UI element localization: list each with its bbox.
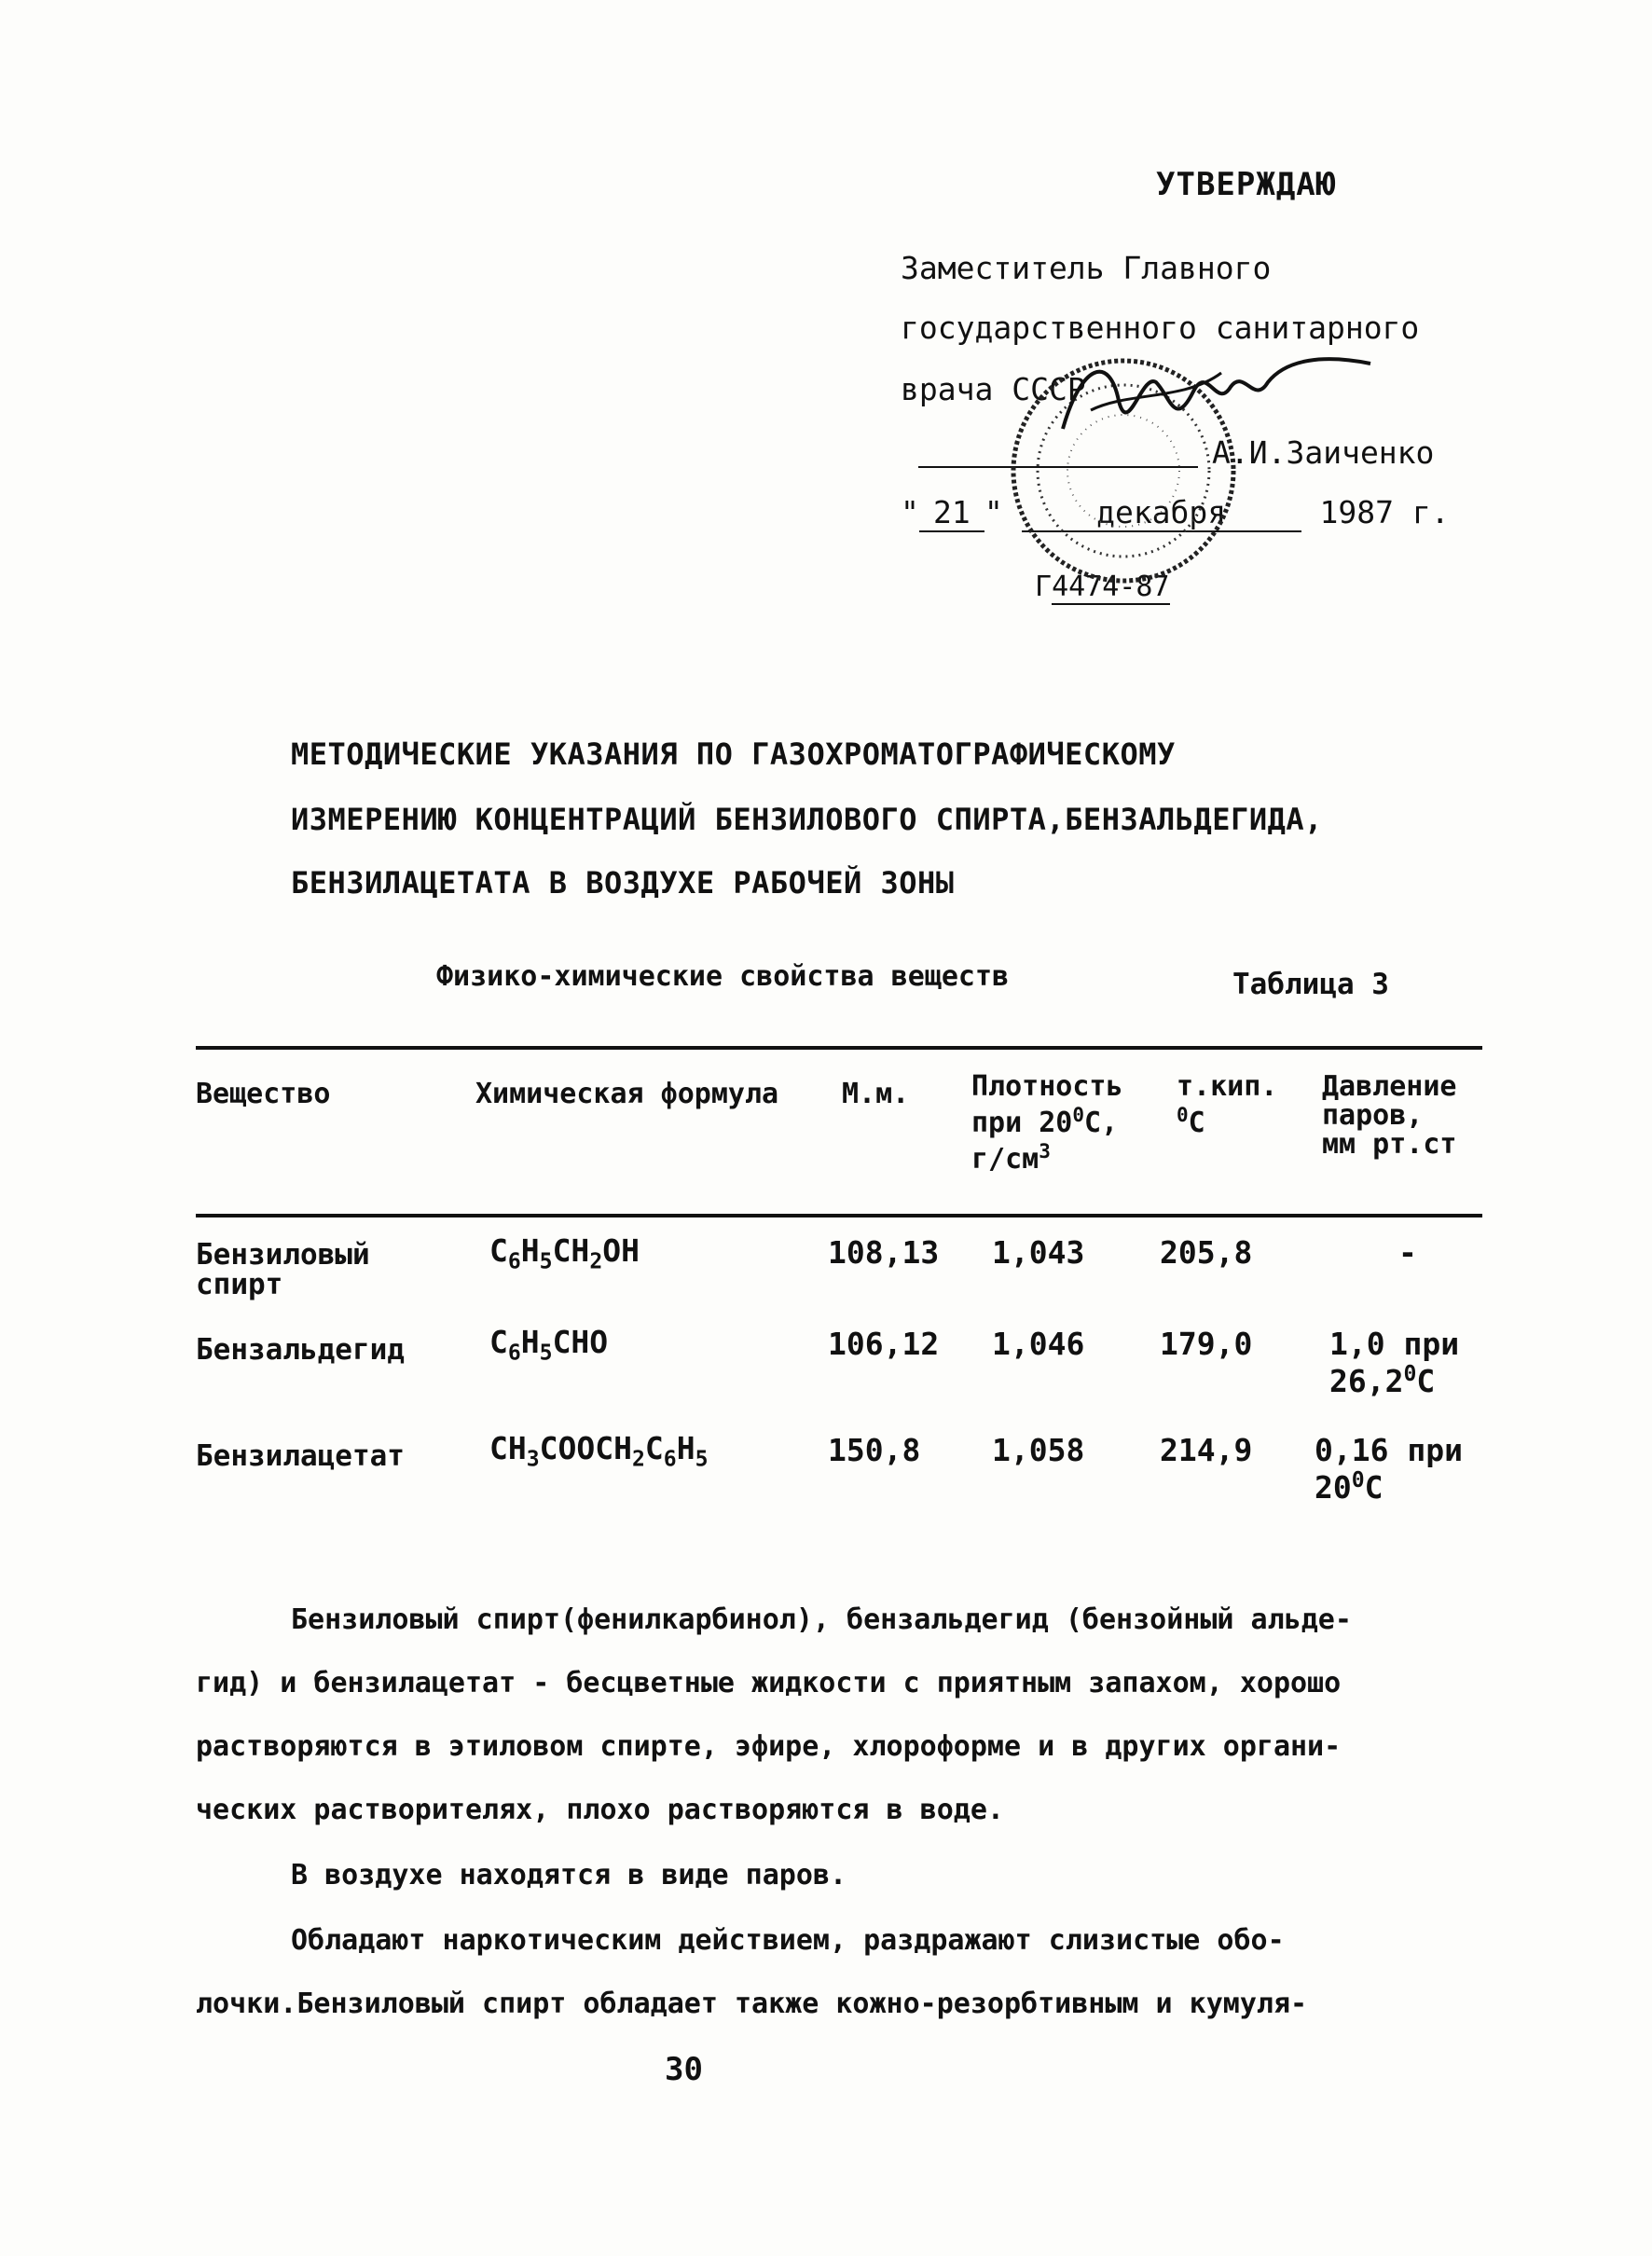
approval-heading: УТВЕРЖДАЮ <box>1156 166 1337 203</box>
header-substance: Вещество <box>196 1078 331 1110</box>
paragraph-1-line-3: растворяются в этиловом спирте, эфире, хлороформе и в других органи- <box>196 1730 1342 1763</box>
document-title-line-1: МЕТОДИЧЕСКИЕ УКАЗАНИЯ ПО ГАЗОХРОМАТОГРАФИЧЕСКОМУ <box>291 736 1176 772</box>
header-boiling-point: т.кип. $^0$С <box>1177 1070 1278 1139</box>
row-substance: Бензальдегид <box>196 1333 405 1367</box>
date-month: декабря <box>1022 494 1301 532</box>
approver-position-line-1: Заместитель Главного <box>901 250 1272 286</box>
paragraph-1-line-4: ческих растворителях, плохо растворяются в воде. <box>196 1794 1004 1826</box>
row-formula: $C_6H_5CH_2OH$ <box>489 1232 640 1274</box>
header-formula: Химическая формула <box>475 1078 779 1110</box>
table-caption: Физико-химические свойства веществ <box>436 960 1010 993</box>
paragraph-3-line-2: лочки.Бензиловый спирт обладает также кожно-резорбтивным и кумуля- <box>196 1988 1308 2020</box>
document-title-line-2: ИЗМЕРЕНИЮ КОНЦЕНТРАЦИЙ БЕНЗИЛОВОГО СПИРТА,БЕНЗАЛЬДЕГИДА, <box>291 802 1323 837</box>
row-density: 1,046 <box>992 1326 1085 1362</box>
row-boiling-point: 205,8 <box>1160 1234 1253 1271</box>
header-density: Плотность при $20^0С$, $г/см^3$ <box>971 1070 1123 1176</box>
row-formula: $CH_3COOCH_2C_6H_5$ <box>489 1430 709 1472</box>
table-top-rule <box>196 1046 1482 1050</box>
row-boiling-point: 179,0 <box>1160 1326 1253 1362</box>
document-title-line-3: БЕНЗИЛАЦЕТАТА В ВОЗДУХЕ РАБОЧЕЙ ЗОНЫ <box>291 865 955 901</box>
row-formula: $C_6H_5CHO$ <box>489 1324 609 1366</box>
row-density: 1,058 <box>992 1432 1085 1468</box>
row-molecular-mass: 150,8 <box>828 1432 921 1468</box>
row-vapor-pressure: 0,16 при $20^0С$ <box>1315 1432 1463 1506</box>
page-number: 30 <box>665 2051 703 2088</box>
paragraph-1-line-1: Бензиловый спирт(фенилкарбинол), бензальдегид (бензойный альде- <box>291 1603 1352 1636</box>
row-vapor-pressure: - <box>1398 1234 1417 1271</box>
row-molecular-mass: 108,13 <box>828 1234 940 1271</box>
approver-position-line-2: государственного санитарного <box>901 310 1420 346</box>
table-number: Таблица 3 <box>1232 968 1389 1001</box>
approval-date: " 21 " декабря 1987 г. <box>901 494 1450 530</box>
row-substance: Бензиловый спирт <box>196 1238 370 1301</box>
handwritten-signature <box>1053 345 1380 457</box>
header-vapor-pressure: Давление паров, мм рт.ст <box>1322 1070 1457 1161</box>
paragraph-2: В воздухе находятся в виде паров. <box>291 1859 847 1891</box>
header-molecular-mass: М.м. <box>842 1078 910 1110</box>
approver-position-line-3: врача СССР <box>901 371 1086 407</box>
approver-name: А.И.Заиченко <box>1212 434 1435 471</box>
row-boiling-point: 214,9 <box>1160 1432 1253 1468</box>
table-header-rule <box>196 1214 1482 1217</box>
row-molecular-mass: 106,12 <box>828 1326 940 1362</box>
date-day: 21 <box>919 494 984 532</box>
row-density: 1,043 <box>992 1234 1085 1271</box>
paragraph-1-line-2: гид) и бензилацетат - бесцветные жидкости с приятным запахом, хорошо <box>196 1667 1342 1699</box>
document-number: Г4474-87 <box>1035 571 1170 603</box>
row-substance: Бензилацетат <box>196 1439 405 1473</box>
row-vapor-pressure: 1,0 при 26,2$^0$С <box>1329 1326 1460 1399</box>
paragraph-3-line-1: Обладают наркотическим действием, раздражают слизистые обо- <box>291 1924 1285 1957</box>
date-year: 1987 г. <box>1319 494 1450 530</box>
